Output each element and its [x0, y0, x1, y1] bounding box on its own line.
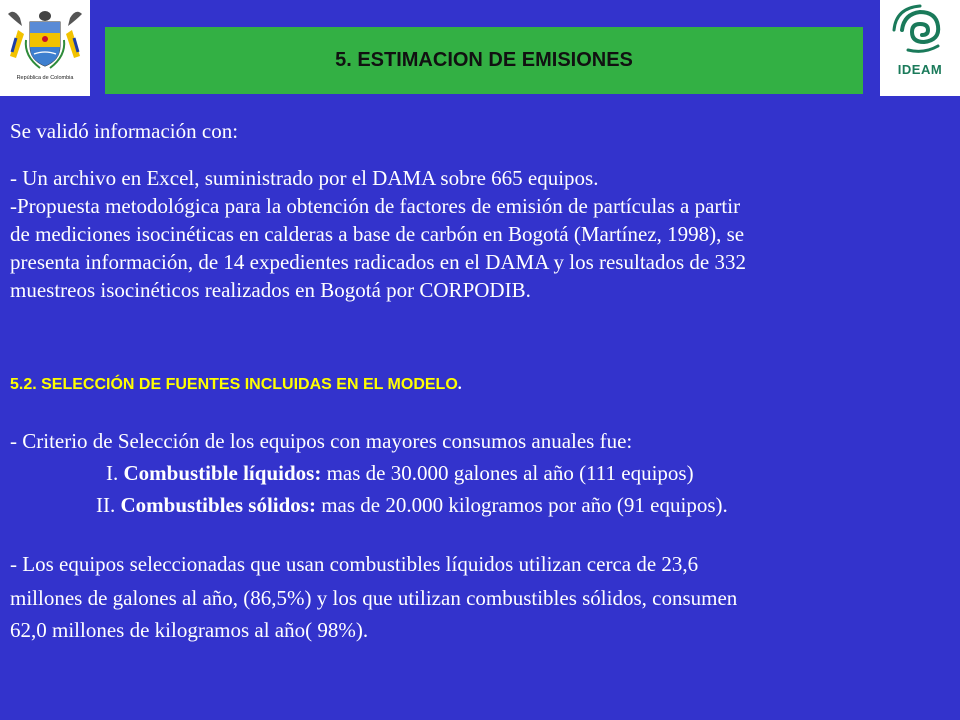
criteria-intro: - Criterio de Selección de los equipos con mayores consumos anuales fue: [10, 429, 633, 453]
page-title: 5. ESTIMACION DE EMISIONES [335, 49, 633, 71]
intro-bullet-2-line-1: -Propuesta metodológica para la obtención de factores de emisión de partículas a partir [10, 194, 741, 218]
criteria-item-1-label: Combustible líquidos: [123, 461, 322, 485]
ideam-logo [880, 0, 960, 96]
criteria-item-2-label: Combustibles sólidos: [120, 493, 316, 517]
colombia-coat-of-arms-logo [0, 0, 90, 96]
criteria-item-1-text: mas de 30.000 galones al año (111 equipos) [321, 461, 694, 485]
intro-bullet-2-line-2: de mediciones isocinéticas en calderas a base de carbón en Bogotá (Martínez, 1998), se [10, 222, 745, 246]
criteria-item-1-num: I. [106, 461, 124, 485]
title-bar [105, 27, 863, 94]
summary-line-3: 62,0 millones de kilogramos al año( 98%). [10, 618, 369, 642]
colombia-coat-of-arms-icon [0, 0, 90, 75]
criteria-item-2-num: II. [96, 493, 121, 517]
summary-line-2: millones de galones al año, (86,5%) y los que utilizan combustibles sólidos, consumen [10, 586, 738, 610]
criteria-item-2 [96, 491, 728, 519]
section-heading-text: 5.2. SELECCIÓN DE FUENTES INCLUIDAS EN EL MODELO [10, 376, 458, 393]
summary-line-1: - Los equipos seleccionadas que usan combustibles líquidos utilizan cerca de 23,6 [10, 552, 699, 576]
section-heading [10, 376, 462, 394]
intro-bullet-1: - Un archivo en Excel, suministrado por el DAMA sobre 665 equipos. [10, 166, 599, 190]
intro-bullet-2-line-3: presenta información, de 14 expedientes radicados en el DAMA y los resultados de 332 [10, 250, 746, 274]
ideam-wordmark: IDEAM [897, 62, 943, 77]
logo-caption: República de Colombia [16, 75, 74, 81]
criteria-item-2-text: mas de 20.000 kilogramos por año (91 equipos). [315, 493, 728, 517]
section-heading-period: . [457, 376, 462, 393]
ideam-swirl-icon [880, 0, 960, 62]
intro-bullet-2-line-4: muestreos isocinéticos realizados en Bogotá por CORPODIB. [10, 278, 531, 302]
intro-heading: Se validó información con: [10, 119, 239, 143]
criteria-item-1 [106, 459, 694, 487]
